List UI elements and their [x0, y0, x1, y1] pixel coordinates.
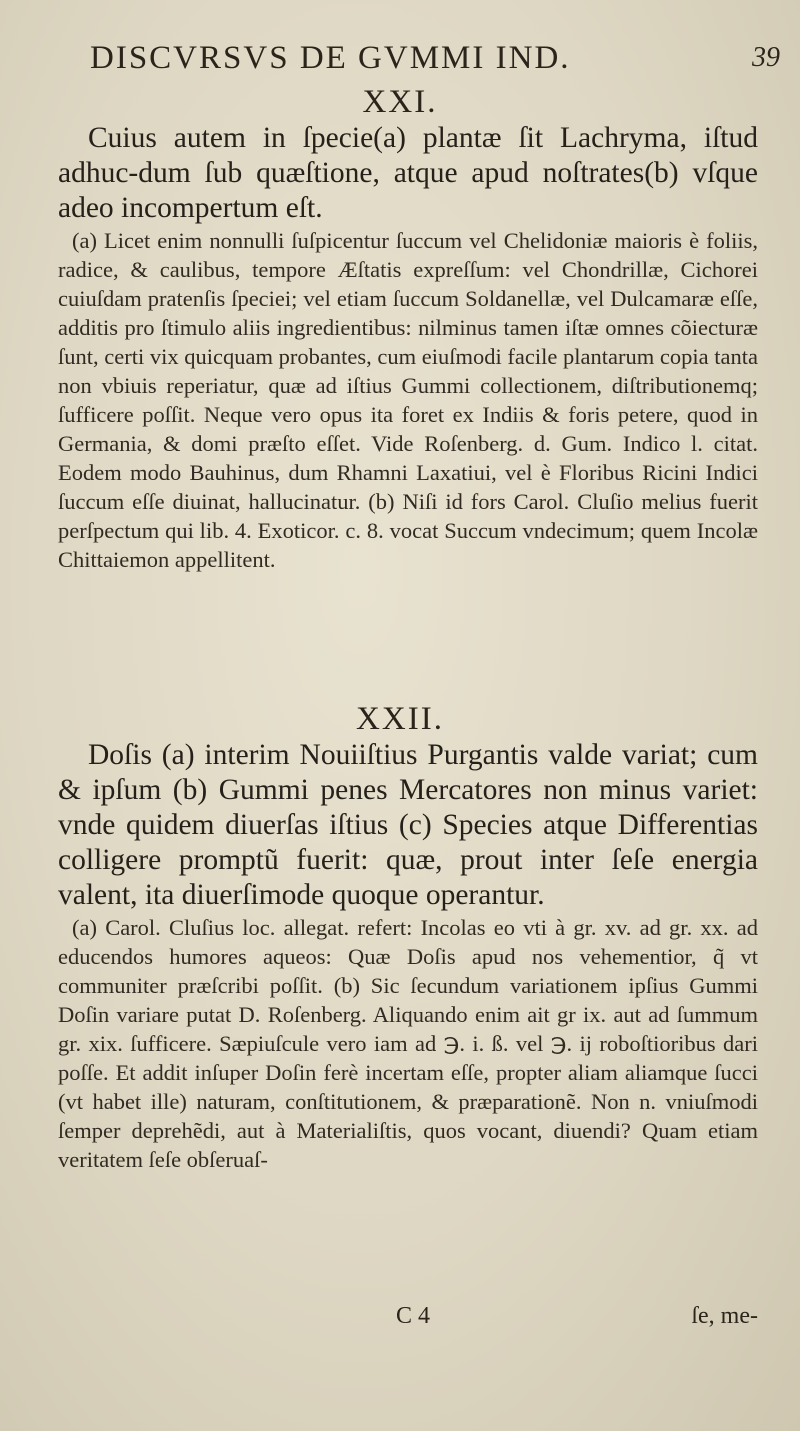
- page-number: 39: [752, 42, 780, 73]
- running-title: DISCVRSVS DE GVMMI IND.: [90, 40, 571, 76]
- section-21-main-text: Cuius autem in ſpecie(a) plantæ ſit Lachryma, iſtud adhuc-dum ſub quæſtione, atque apud noſtrates(b) vſque adeo incompertum eſt.: [58, 122, 758, 224]
- section-number-21: XXI.: [362, 84, 438, 120]
- page-footer: [0, 1303, 800, 1339]
- section-22-annotation: (a) Carol. Cluſius loc. allegat. refert: Incolas eo vti à gr. xv. ad gr. xx. ad educendos humores aqueos: Quæ Doſis apud nos vehementior, q̃ vt communiter præſcribi poſſit. (b) Sic ſecundum variationem ipſius Gummi Doſin variare putat D. Roſenberg. Aliquando enim ait gr ix. aut ad ſummum gr. xix. ſufficere. Sæpiuſcule vero iam ad ℈. i. ß. vel ℈. ij roboſtioribus dari poſſe. Et addit inſuper Doſin ferè incertam eſſe, propter aliam aliamque ſucci (vt habet ille) naturam, conſtitutionem, & præparationẽ. Non n. vniuſmodi ſemper deprehẽdi, aut à Materialiſtis, quos vocant, diuendi? Quam etiam veritatem ſeſe obſeruaſ-: [58, 915, 758, 1172]
- section-22-main-text: Doſis (a) interim Nouiiſtius Purgantis valde variat; cum & ipſum (b) Gummi penes Mercatores non minus variet: vnde quidem diuerſas iſtius (c) Species atque Differentias colligere promptũ fuerit: quæ, prout inter ſeſe energia valent, ita diuerſimode quoque operantur.: [58, 739, 758, 911]
- section-21: [0, 84, 800, 574]
- section-number-22: XXII.: [356, 701, 444, 737]
- page-header: [40, 40, 780, 82]
- signature-mark: C 4: [396, 1303, 431, 1329]
- catchword: ſe, me-: [691, 1303, 758, 1329]
- section-21-annotation: (a) Licet enim nonnulli ſuſpicentur ſuccum vel Chelidoniæ maioris è foliis, radice, & caulibus, tempore Æſtatis expreſſum: vel Chondrillæ, Cichorei cuiuſdam pratenſis ſpeciei; vel etiam ſuccum Soldanellæ, vel Dulcamaræ eſſe, additis pro ſtimulo aliis ingredientibus: nilminus tamen iſtæ omnes cõiecturæ ſunt, certi vix quicquam probantes, cum eiuſmodi facile plantarum copia tanta non vbiuis reperiatur, quæ ad iſtius Gummi collectionem, diſtributionemq; ſufficere poſſit. Neque vero opus ita foret ex Indiis & foris petere, quod in Germania, & domi præſto eſſet. Vide Roſenberg. d. Gum. Indico l. citat. Eodem modo Bauhinus, dum Rhamni Laxatiui, vel è Floribus Ricini Indici ſuccum eſſe diuinat, hallucinatur. (b) Niſi id fors Carol. Cluſio melius fuerit perſpectum qui lib. 4. Exoticor. c. 8. vocat Succum vndecimum; quem Incolæ Chittaiemon appellitent.: [58, 228, 758, 572]
- section-22: [0, 701, 800, 1174]
